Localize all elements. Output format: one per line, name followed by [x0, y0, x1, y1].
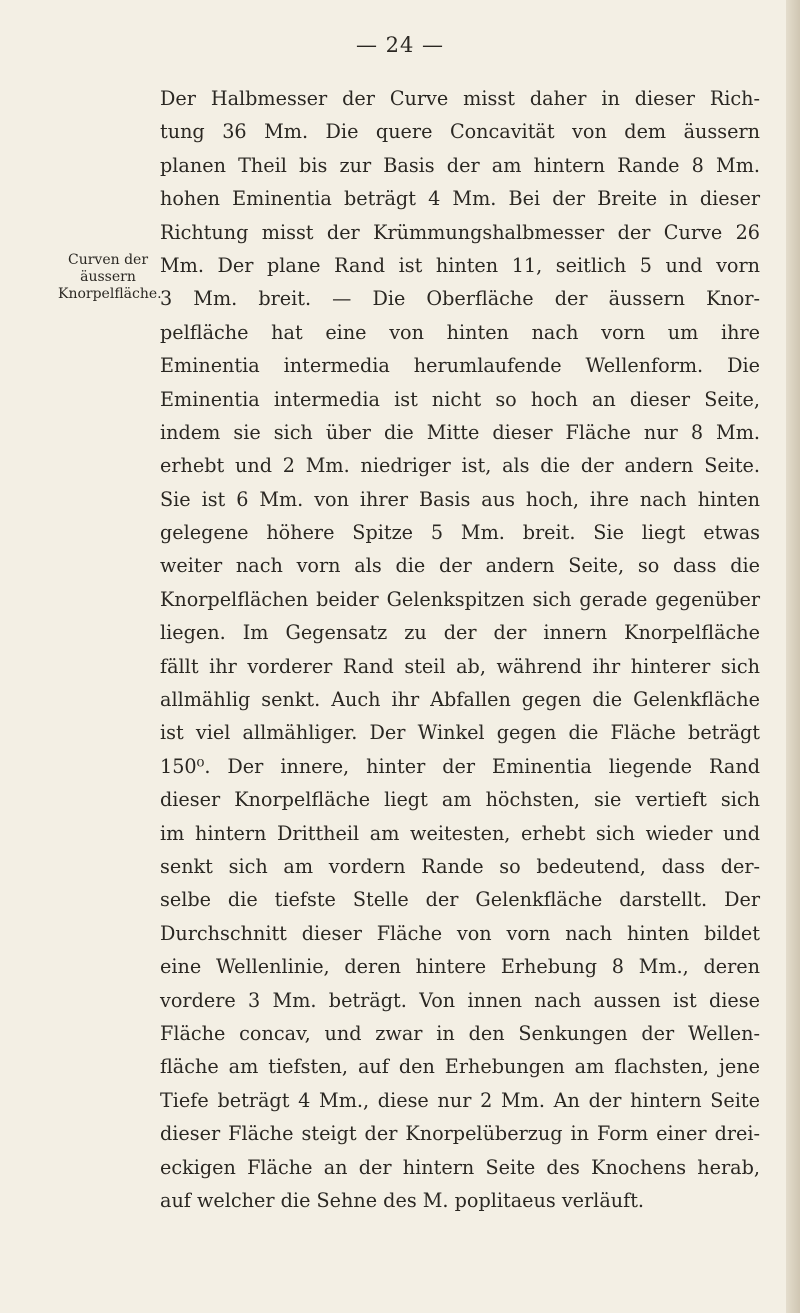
- text-line: im hintern Drittheil am weitesten, erhebt sich wieder und: [160, 821, 760, 845]
- text-line: allmählig senkt. Auch ihr Abfallen gegen die Gelenkfläche: [160, 688, 760, 712]
- text-line: dieser Fläche steigt der Knorpelüberzug in Form einer drei-: [160, 1122, 760, 1146]
- text-line: 150⁰. Der innere, hinter der Eminentia liegende Rand: [160, 754, 760, 778]
- text-line: eckigen Fläche an der hintern Seite des Knochens herab,: [160, 1155, 760, 1179]
- text-line: Tiefe beträgt 4 Mm., diese nur 2 Mm. An der hintern Seite: [160, 1088, 760, 1112]
- text-line: Richtung misst der Krümmungshalbmesser der Curve 26: [160, 220, 760, 244]
- text-line: Fläche concav, und zwar in den Senkungen der Wellen-: [160, 1021, 760, 1045]
- text-line: weiter nach vorn als die der andern Seite, so dass die: [160, 554, 760, 578]
- text-line: tung 36 Mm. Die quere Concavität von dem äussern: [160, 120, 760, 144]
- text-line: Knorpelflächen beider Gelenkspitzen sich gerade gegenüber: [160, 587, 760, 611]
- text-line: eine Wellenlinie, deren hintere Erhebung 8 Mm., deren: [160, 955, 760, 979]
- text-line: vordere 3 Mm. beträgt. Von innen nach aussen ist diese: [160, 988, 760, 1012]
- text-line: indem sie sich über die Mitte dieser Fläche nur 8 Mm.: [160, 420, 760, 444]
- text-line: 3 Mm. breit. — Die Oberfläche der äussern Knor-: [160, 287, 760, 311]
- body-text: [160, 82, 760, 1217]
- text-line: fällt ihr vorderer Rand steil ab, während ihr hinterer sich: [160, 654, 760, 678]
- text-line: auf welcher die Sehne des M. poplitaeus verläuft.: [160, 1188, 645, 1212]
- text-line: Eminentia intermedia herumlaufende Wellenform. Die: [160, 354, 760, 378]
- text-line: Mm. Der plane Rand ist hinten 11, seitlich 5 und vorn: [160, 253, 760, 277]
- text-line: planen Theil bis zur Basis der am hintern Rande 8 Mm.: [160, 153, 760, 177]
- text-line: fläche am tiefsten, auf den Erhebungen am flachsten, jene: [160, 1055, 760, 1079]
- text-line: senkt sich am vordern Rande so bedeutend, dass der-: [160, 854, 760, 878]
- margin-note-line: Knorpelfläche.: [58, 286, 162, 302]
- text-line: erhebt und 2 Mm. niedriger ist, als die der andern Seite.: [160, 454, 760, 478]
- text-line: gelegene höhere Spitze 5 Mm. breit. Sie liegt etwas: [160, 521, 760, 545]
- text-line: dieser Knorpelfläche liegt am höchsten, sie vertieft sich: [160, 788, 760, 812]
- text-line: selbe die tiefste Stelle der Gelenkfläche darstellt. Der: [160, 888, 760, 912]
- text-line: pelfläche hat eine von hinten nach vorn um ihre: [160, 320, 760, 344]
- text-line: ist viel allmähliger. Der Winkel gegen die Fläche beträgt: [160, 721, 760, 745]
- page-number: — 24 —: [355, 33, 445, 57]
- margin-note: [58, 252, 162, 303]
- text-line: Sie ist 6 Mm. von ihrer Basis aus hoch, ihre nach hinten: [160, 487, 760, 511]
- margin-note-line: Curven der: [67, 252, 149, 268]
- text-line: Eminentia intermedia ist nicht so hoch an dieser Seite,: [160, 387, 760, 411]
- margin-note-line: äussern: [80, 269, 136, 285]
- text-line: Durchschnitt dieser Fläche von vorn nach hinten bildet: [160, 921, 760, 945]
- text-line: hohen Eminentia beträgt 4 Mm. Bei der Breite in dieser: [160, 187, 760, 211]
- page-edge: [786, 0, 800, 1313]
- text-line: liegen. Im Gegensatz zu der der innern Knorpelfläche: [160, 621, 760, 645]
- text-line: Der Halbmesser der Curve misst daher in dieser Rich-: [160, 87, 760, 110]
